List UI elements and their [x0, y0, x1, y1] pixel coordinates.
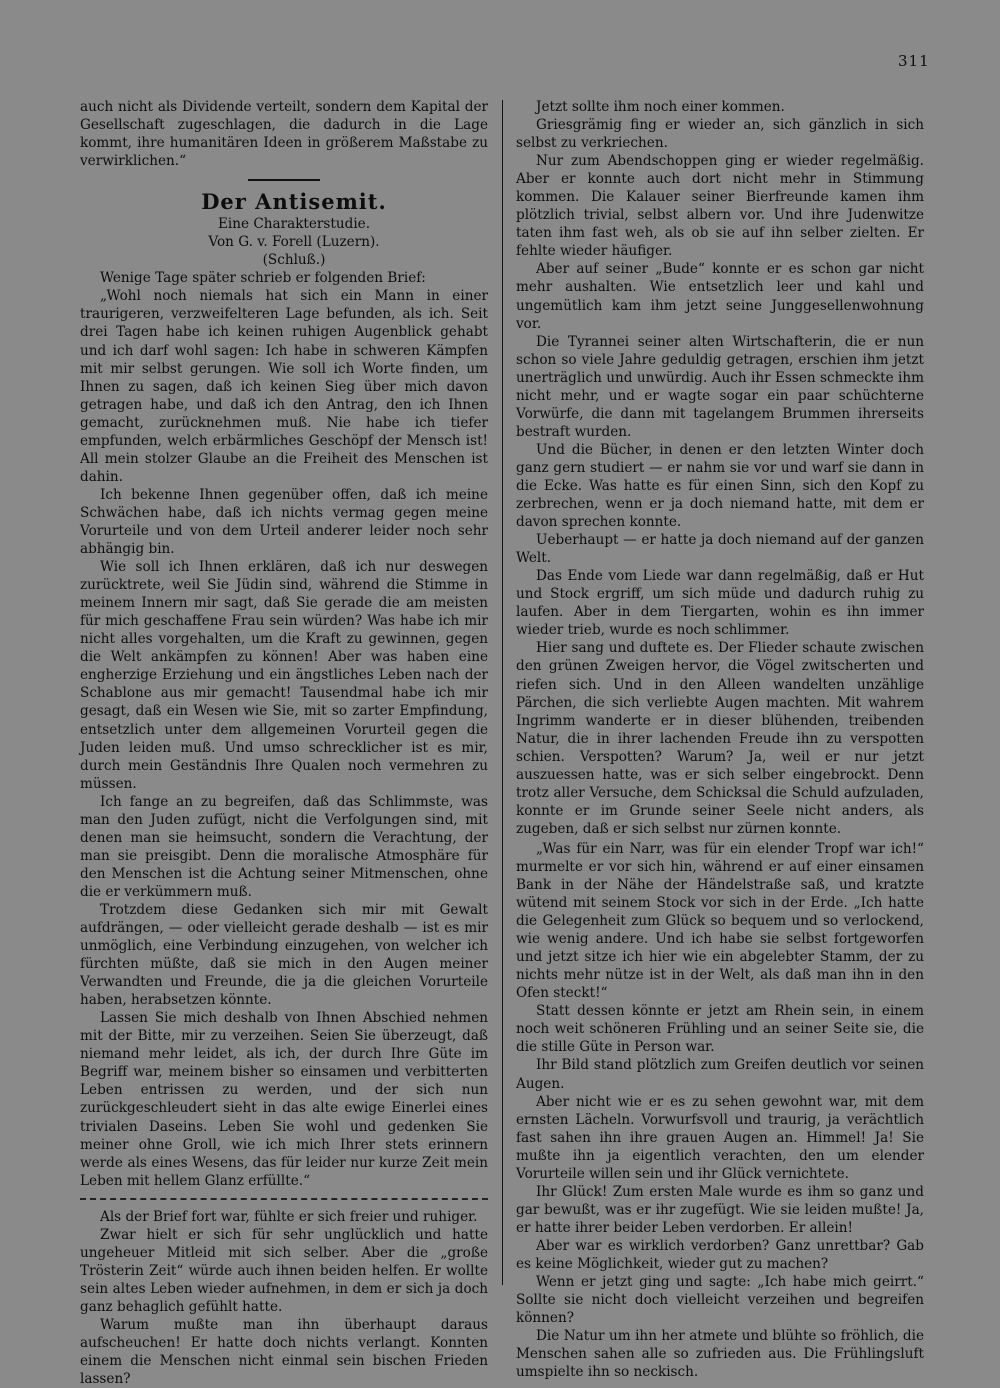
paragraph: Ich fange an zu begreifen, daß das Schlimmste, was man den Juden zufügt, nicht die Verfolgungen sind, mit denen man sie heimsucht, sondern die Verachtung, der man sie preisgibt. Denn die moralische Atmosphäre für den Menschen ist die Achtung seiner Mitmenschen, ohne die er verkümmern muß. [80, 793, 488, 900]
paragraph: Ueberhaupt — er hatte ja doch niemand auf der ganzen Welt. [516, 532, 924, 567]
paragraph: Statt dessen könnte er jetzt am Rhein sein, in einem noch weit schöneren Frühling und an seiner Seite sie, die die stille Güte in Person war. [516, 1003, 924, 1056]
section-rule [248, 179, 320, 181]
paragraph: Ihr Bild stand plötzlich zum Greifen deutlich vor seinen Augen. [516, 1057, 924, 1092]
article-part-label: (Schluß.) [262, 252, 326, 269]
paragraph: „Was für ein Narr, was für ein elender Tropf war ich!“ murmelte er vor sich hin, während er auf einer einsamen Bank in der Nähe der Händelstraße saß, und kratzte wütend mit seinem Stock vor sich in der Erde. „Ich hatte die Gelegenheit zum Glück so bequem und so verlockend, wie wenig andere. Und ich habe sie selbst fortgeworfen und jetzt sitze ich hier wie ein abgelebter Stamm, der zu nichts mehr nütze ist in der Welt, als daß man ihn in den Ofen steckt!“ [516, 840, 924, 1002]
paragraph: Lassen Sie mich deshalb von Ihnen Abschied nehmen mit der Bitte, mir zu verzeihen. Seien Sie überzeugt, daß niemand mehr leidet, als ich, der durch Ihre Güte im Begriff war, meinem bisher so einsamen und verbitterten Leben entrissen zu werden, und der sich nun zurückgeschleudert sieht in das alte ewige Einerlei eines trivialen Daseins. Leben Sie wohl und gedenken Sie meiner ohne Groll, wie ich mich Ihrer stets erinnern werde als eines Wesens, das für leider nur kurze Zeit mein Leben mit hellem Glanz erfüllte.“ [80, 1010, 488, 1189]
paragraph: Trotzdem diese Gedanken sich mir mit Gewalt aufdrängen, — oder vielleicht gerade deshalb — ist es mir unmöglich, eine Verbindung einzugehen, von welcher ich fürchten müßte, daß sie mich in den Augen meiner Verwandten und Freunde, die ja die gleichen Vorurteile haben, herabsetzen könnte. [80, 901, 488, 1009]
paragraph: Warum mußte man ihn überhaupt daraus aufscheuchen! Er hatte doch nichts verlangt. Konnten einem die Menschen nicht einmal sein bischen Frieden lassen? [80, 1317, 488, 1388]
article-title: Der Antisemit. [201, 189, 387, 215]
article-author: Von G. v. Forell (Luzern). [208, 234, 380, 251]
column-divider [502, 100, 503, 1285]
dashed-divider [80, 1198, 488, 1200]
paragraph: Ich bekenne Ihnen gegenüber offen, daß ich meine Schwächen habe, daß ich nichts vermag gegen meine Vorurteile und von dem Urteil anderer leider noch sehr abhängig bin. [80, 486, 488, 558]
paragraph: Ihr Glück! Zum ersten Male wurde es ihm so ganz und gar bewußt, was er ihr zugefügt. Wie sie leiden mußte! Ja, er hatte ihrer beider Leben verdorben. Er allein! [516, 1183, 924, 1236]
paragraph: „Wohl noch niemals hat sich ein Mann in einer traurigeren, verzweifelteren Lage befunden, als ich. Seit drei Tagen habe ich keinen ruhigen Augenblick gehabt und ich darf wohl sagen: Ich habe in schweren Kämpfen mit mir selbst gerungen. Wie soll ich Worte finden, um Ihnen zu sagen, daß ich keinen Sieg über mich davon getragen habe, und daß ich den Antrag, den ich Ihnen gemacht, zurücknehmen muß. Nie habe ich tiefer empfunden, welch erbärmliches Geschöpf der Mensch ist! All mein stolzer Glaube an die Freiheit des Menschen ist dahin. [80, 288, 488, 485]
paragraph: Jetzt sollte ihm noch einer kommen. [536, 99, 785, 115]
right-column [516, 98, 924, 1381]
paragraph: Und die Bücher, in denen er den letzten Winter doch ganz gern studiert — er nahm sie vor und warf sie dann in die Ecke. Was hatte es für einen Sinn, sich den Kopf zu zerbrechen, wenn er ja doch niemand hatte, mit dem er davon sprechen konnte. [516, 441, 924, 531]
paragraph: Aber nicht wie er es zu sehen gewohnt war, mit dem ernsten Lächeln. Vorwurfsvoll und traurig, ja verächtlich fast sahen ihn ihre grauen Augen an. Himmel! Ja! Sie mußte ihn ja eigentlich verachten, den um elender Vorurteile willen sein und ihr Glück vernichtete. [516, 1093, 924, 1182]
paragraph: Die Tyrannei seiner alten Wirtschafterin, die er nun schon so viele Jahre geduldig getragen, erschien ihm jetzt unerträglich und unwürdig. Auch ihr Essen schmeckte ihm nicht mehr, und er wagte sogar ein paar schüchterne Vorwürfe, die dann mit tagelangem Brummen ihrerseits bestraft wurden. [516, 333, 924, 440]
paragraph: Wenn er jetzt ging und sagte: „Ich habe mich geirrt.“ Sollte sie nicht doch vielleicht verzeihen und begreifen können? [516, 1274, 924, 1327]
paragraph: Hier sang und duftete es. Der Flieder schaute zwischen den grünen Zweigen hervor, die Vögel zwitscherten und riefen sich. Und in den Alleen wandelten unzählige Pärchen, die sich verliebte Augen machten. Mit wahrem Ingrimm wanderte er in dieser blühenden, treibenden Natur, die in ihrer lachenden Freude ihn zu verspotten schien. Verspotten? Warum? Ja, weil er nur jetzt auszuessen hatte, was er sich selber eingebrockt. Denn trotz aller Versuche, dem Schicksal die Schuld aufzuladen, konnte er im Grunde seiner Seele nicht anders, als zugeben, daß er sich selbst nur zürnen konnte. [516, 640, 924, 837]
left-column [80, 98, 488, 1388]
paragraph: Die Natur um ihn her atmete und blühte so fröhlich, die Menschen sahen alle so zufrieden aus. Die Frühlingsluft umspielte ihn so neckisch. [516, 1328, 924, 1381]
intro-paragraph: auch nicht als Dividende verteilt, sondern dem Kapital der Gesellschaft zugeschlagen, die dadurch in die Lage kommt, ihre humanitären Ideen in größerem Maßstabe zu verwirklichen.“ [80, 99, 488, 170]
paragraph: Griesgrämig fing er wieder an, sich gänzlich in sich selbst zu verkriechen. [516, 117, 924, 152]
paragraph: Als der Brief fort war, fühlte er sich freier und ruhiger. [100, 1208, 478, 1225]
article-subtitle: Eine Charakterstudie. [217, 216, 371, 233]
paragraph: Aber auf seiner „Bude“ konnte er es schon gar nicht mehr aushalten. Wie entsetzlich leer und kahl und ungemütlich kam ihm jetzt seine Junggesellenwohnung vor. [516, 261, 924, 332]
paragraph: Wie soll ich Ihnen erklären, daß ich nur deswegen zurücktrete, weil Sie Jüdin sind, während die Stimme in meinem Innern mir sagt, daß Sie gerade die am meisten für mich geschaffene Frau sein würden? Was habe ich mir nicht alles vorgehalten, um die Kraft zu gewinnen, gegen die Welt ankämpfen zu können! Aber was haben eine engherzige Erziehung und ein ängstliches Leben nach der Schablone aus mir gemacht! Tausendmal habe ich mir gesagt, daß ein Wesen wie Sie, mit so zarter Empfindung, entsetzlich unter dem allgemeinen Vorurteil gegen die Juden leiden muß. Und umso schrecklicher ist es mir, durch mein Geständnis Ihre Qualen noch vermehren zu müssen. [80, 559, 488, 792]
paragraph: Zwar hielt er sich für sehr unglücklich und hatte ungeheuer Mitleid mit sich selber. Aber die „große Trösterin Zeit“ würde auch ihnen beiden helfen. Er wollte sein altes Leben wieder aufnehmen, in dem er sich ja doch ganz behaglich gefühlt hatte. [80, 1226, 488, 1315]
paragraph: Das Ende vom Liede war dann regelmäßig, daß er Hut und Stock ergriff, um sich müde und dadurch ruhig zu laufen. Aber in dem Tiergarten, wohin es ihn immer wieder trieb, wurde es noch schlimmer. [516, 568, 924, 639]
page-number: 311 [898, 52, 930, 70]
paragraph: Aber war es wirklich verdorben? Ganz unrettbar? Gab es keine Möglichkeit, wieder gut zu machen? [516, 1237, 924, 1272]
paragraph: Wenige Tage später schrieb er folgenden Brief: [100, 270, 426, 287]
paragraph: Nur zum Abendschoppen ging er wieder regelmäßig. Aber er konnte auch dort nicht mehr in Stimmung kommen. Die Kalauer seiner Bierfreunde kamen ihm plötzlich trivial, selbst albern vor. Und ihre Judenwitze taten ihm fast weh, als ob sie auf ihn selber zielten. Er fehlte wieder häufiger. [516, 153, 924, 260]
